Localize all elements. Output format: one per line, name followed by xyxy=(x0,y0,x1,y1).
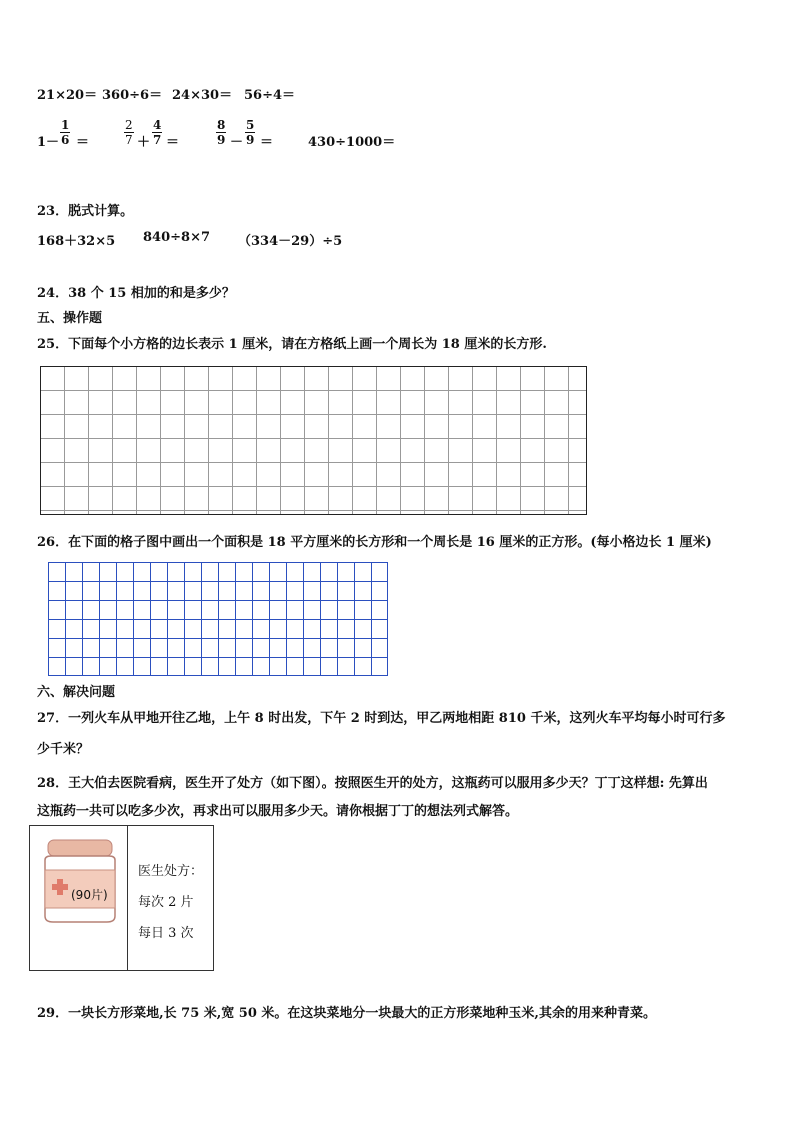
q23-expr-3: （334－29）÷5 xyxy=(238,234,343,249)
grid-paper-q25[interactable] xyxy=(40,366,587,515)
calc-4: 56÷4＝ xyxy=(244,88,296,103)
fraction-5-9: $\frac{5}{9}$ xyxy=(246,118,255,147)
prescription-title: 医生处方： xyxy=(138,864,204,879)
q27-line-1: 27．一列火车从甲地开往乙地，上午 8 时出发，下午 2 时到达，甲乙两地相距 810 千米，这列火车平均每小时可行多 xyxy=(37,711,726,726)
q28-line-2: 这瓶药一共可以吃多少次，再求出可以服用多少天。请你根据丁丁的想法列式解答。 xyxy=(37,804,519,819)
q23-expr-1: 168＋32×5 xyxy=(37,234,116,249)
calc-1: 21×20＝ xyxy=(37,88,98,103)
fraction-8-9: $\frac{8}{9}$ xyxy=(217,118,226,147)
q23-title: 23．脱式计算。 xyxy=(37,204,134,219)
calc-430-div-1000: 430÷1000＝ xyxy=(308,135,396,150)
section-6-heading: 六、解决问题 xyxy=(37,685,116,700)
grid-paper-q26[interactable] xyxy=(48,562,388,676)
section-5-heading: 五、操作题 xyxy=(37,311,103,326)
bottle-label: (90片) xyxy=(71,888,108,902)
prescription-figure xyxy=(29,825,214,971)
prescription-divider xyxy=(127,826,128,970)
prescription-frequency: 每日 3 次 xyxy=(138,926,194,941)
q25-text: 25．下面每个小方格的边长表示 1 厘米，请在方格纸上画一个周长为 18 厘米的长方形. xyxy=(37,337,547,352)
fraction-4-7: $\frac{4}{7}$ xyxy=(153,118,162,147)
q27-line-2: 少千米？ xyxy=(37,742,90,757)
calc-3: 24×30＝ xyxy=(172,88,233,103)
prescription-dose: 每次 2 片 xyxy=(138,895,194,910)
q26-text: 26．在下面的格子图中画出一个面积是 18 平方厘米的长方形和一个周长是 16 厘米的正方形。(每小格边长 1 厘米) xyxy=(37,535,712,550)
q28-line-1: 28．王大伯去医院看病，医生开了处方（如下图）。按照医生开的处方，这瓶药可以服用多少天？丁丁这样想: 先算出 xyxy=(37,776,708,791)
q23-expr-2: 840÷8×7 xyxy=(143,230,211,245)
medicine-bottle-icon xyxy=(39,838,121,924)
q29-text: 29．一块长方形菜地,长 75 米,宽 50 米。在这块菜地分一块最大的正方形菜地种玉米,其余的用来种青菜。 xyxy=(37,1006,656,1021)
fraction-calc-1-lead: 1－ xyxy=(37,135,60,150)
fraction-calc-2-eq: ＝ xyxy=(166,135,180,150)
fraction-calc-1-eq: ＝ xyxy=(76,135,90,150)
fraction-calc-3-eq: ＝ xyxy=(260,135,274,150)
calc-2: 360÷6＝ xyxy=(102,88,163,103)
minus-sign: － xyxy=(230,135,244,150)
fraction-2-7: $\frac{2}{7}$ xyxy=(125,118,133,147)
q24-text: 24．38 个 15 相加的和是多少？ xyxy=(37,286,235,301)
fraction-1-6: $\frac{1}{6}$ xyxy=(61,118,70,147)
plus-sign: ＋ xyxy=(137,135,151,150)
